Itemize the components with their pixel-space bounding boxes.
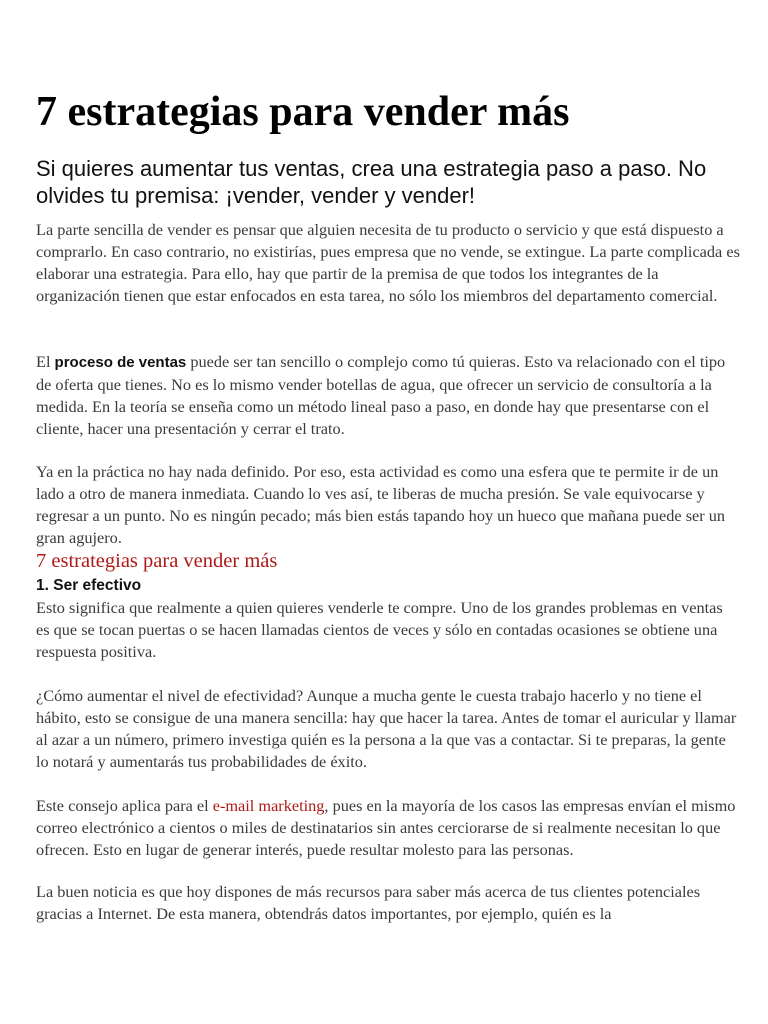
strategy-1-paragraph-3-rest: , pues en la mayoría de los casos las empresas envían el mismo correo electrónico a cientos o miles de destinatarios sin antes cerciorarse de si realmente necesitan lo que ofrecen. Esto en lugar de generar interés, puede resultar molesto para las personas. <box>36 796 736 859</box>
article-title: 7 estrategias para vender más <box>36 89 570 135</box>
intro-paragraph: La parte sencilla de vender es pensar que alguien necesita de tu producto o servicio y que está dispuesto a comprarlo. En caso contrario, no existirías, pues empresa que no vende, se extingue. La parte complicada es elaborar una estrategia. Para ello, hay que partir de la premisa de que todos los integrantes de la organización tienen que estar enfocados en esta tarea, no sólo los miembros del departamento comercial. <box>36 220 740 305</box>
process-of-sales-bold: proceso de ventas <box>54 354 187 371</box>
strategy-1-paragraph-3 <box>36 795 740 861</box>
strategy-1-paragraph-1: Esto significa que realmente a quien quieres venderle te compre. Uno de los grandes problemas en ventas es que se tocan puertas o se hacen llamadas cientos de veces y sólo en contadas ocasiones se obtiene una respuesta positiva. <box>36 598 723 661</box>
process-paragraph-rest: puede ser tan sencillo o complejo como tú quieras. Esto va relacionado con el tipo de oferta que tienes. No es lo mismo vender botellas de agua, que ofrecer un servicio de consultoría a la medida. En la teoría se enseña como un método lineal paso a paso, en donde hay que presentarse con el cliente, hacer una presentación y cerrar el trato. <box>36 352 726 438</box>
practice-paragraph: Ya en la práctica no hay nada definido. Por eso, esta actividad es como una esfera que te permite ir de un lado a otro de manera inmediata. Cuando lo ves así, te liberas de mucha presión. Se vale equivocarse y regresar a un punto. No es ningún pecado; más bien estás tapando hoy un hueco que mañana puede ser un gran agujero. <box>36 462 726 547</box>
strategy-1-paragraph-2: ¿Cómo aumentar el nivel de efectividad? Aunque a mucha gente le cuesta trabajo hacerlo y no tiene el hábito, esto se consigue de una manera sencilla: hay que hacer la tarea. Antes de tomar el auricular y llamar al azar a un número, primero investiga quién es la persona a la que vas a contactar. Si te preparas, la gente lo notará y aumentarás tus probabilidades de éxito. <box>36 686 737 771</box>
strategy-1-paragraph-3-lead: Este consejo aplica para el <box>36 796 213 815</box>
strategy-1-paragraph-4: La buen noticia es que hoy dispones de más recursos para saber más acerca de tus clientes potenciales gracias a Internet. De esta manera, obtendrás datos importantes, por ejemplo, quién es la <box>36 882 701 923</box>
process-paragraph <box>36 351 740 440</box>
strategy-1-heading: 1. Ser efectivo <box>36 577 142 594</box>
process-paragraph-lead: El <box>36 352 55 371</box>
article-subtitle: Si quieres aumentar tus ventas, crea una estrategia paso a paso. No olvides tu premisa: ¡vender, vender y vender! <box>36 156 707 208</box>
email-marketing-link[interactable]: e-mail marketing <box>212 796 325 815</box>
section-heading: 7 estrategias para vender más <box>36 550 278 572</box>
